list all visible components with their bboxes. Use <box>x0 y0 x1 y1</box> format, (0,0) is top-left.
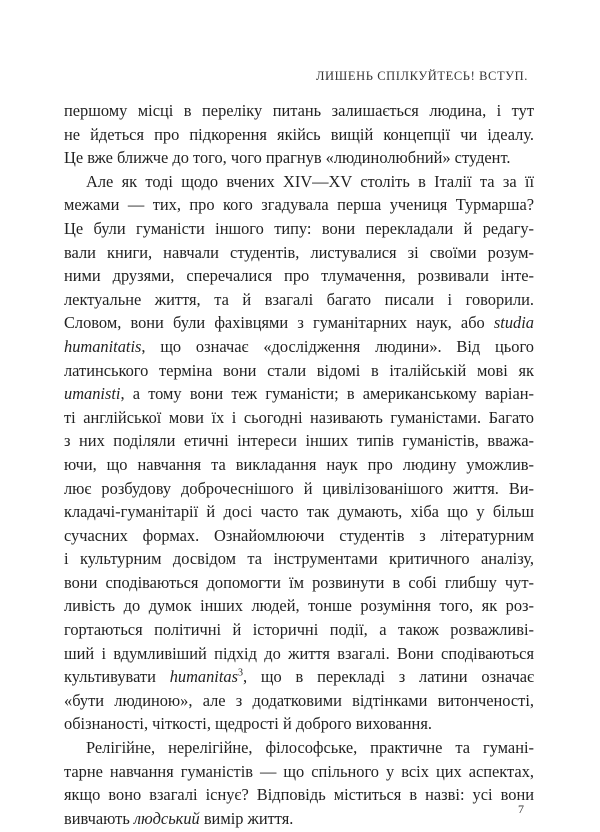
text-line: ними друзями, сперечалися про тлумачення, розвивали інте- <box>64 266 534 286</box>
text-line: вивчають людський вимір життя. <box>64 808 294 828</box>
text-line: вали книги, навчали студентів, листувалися зі своїми розум- <box>64 242 534 262</box>
text-line: сучасних формах. Ознайомлюючи студентів з літературним <box>64 525 534 545</box>
text-line: ливість до думок інших людей, тонше розуміння того, як роз- <box>64 596 534 616</box>
text-line: ті англійської мови їх і сьогодні називають гуманістами. Багато <box>64 407 534 427</box>
text-line: якщо воно взагалі існує? Відповідь міститься в назві: усі вони <box>64 785 534 805</box>
text-line: ючи, що навчання та викладання наук про людину уможлив- <box>64 454 534 474</box>
text-line: Це вже ближче до того, чого прагнув «людинолюбний» студент. <box>64 148 511 168</box>
text-line: Словом, вони були фахівцями з гуманітарних наук, або studia <box>64 313 534 333</box>
text-line: вони сподіваються допомогти їм розвинути в собі глибшу чут- <box>64 572 534 592</box>
text-line: культивувати humanitas$^3$, що в перекладі з латини означає <box>64 667 535 687</box>
text-line: Релігійне, нерелігійне, філософське, практичне та гуманi- <box>86 738 534 758</box>
text-line: обізнаності, чіткості, щедрості й доброго виховання. <box>64 714 432 734</box>
text-line: humanitatis, що означає «дослідження людини». Від цього <box>64 336 534 356</box>
text-line: гортаються політичні й історичні події, а також розважливі- <box>64 620 534 640</box>
running-head: ЛИШЕНЬ СПІЛКУЙТЕСЬ! ВСТУП. <box>315 69 528 83</box>
text-line: межами — тих, про кого згадувала перша учениця Турмарша? <box>64 195 534 215</box>
text-line: лює розбудову доброчеснішого й цивілізованішого життя. Ви- <box>64 478 534 498</box>
text-line: ший і вдумливіший підхід до життя взагалі. Вони сподіваються <box>64 643 534 663</box>
text-line: не йдеться про підкорення якійсь вищій концепції чи ідеалу. <box>64 124 534 144</box>
text-line: першому місці в переліку питань залишається людина, і тут <box>64 101 534 120</box>
text-line: з них поділяли етичні інтереси інших типів гуманістів, вважа- <box>64 431 534 451</box>
text-line: тарне навчання гуманістів — що спільного у всіх цих аспектах, <box>64 761 534 781</box>
body-text <box>64 99 534 830</box>
text-line: лектуальне життя, та й взагалі багато писали і говорили. <box>64 289 534 309</box>
text-line: Це були гуманісти іншого типу: вони перекладали й редагу- <box>64 218 534 238</box>
text-line: «бути людиною», але з додатковими відтінками витонченості, <box>64 690 534 710</box>
text-line: umanisti, а тому вони теж гуманісти; в американському варіан- <box>64 384 534 404</box>
page-number: 7 <box>518 802 524 816</box>
text-line: Але як тоді щодо вчених XIV—XV століть в Італії та за її <box>86 171 534 191</box>
text-line: латинського терміна вони стали відомі в італійській мові як <box>64 360 534 380</box>
text-line: і культурним досвідом та інструментами критичного аналізу, <box>64 549 534 569</box>
text-line: кладачі-гуманітарії й досі часто так думають, хіба що у більш <box>64 502 534 522</box>
